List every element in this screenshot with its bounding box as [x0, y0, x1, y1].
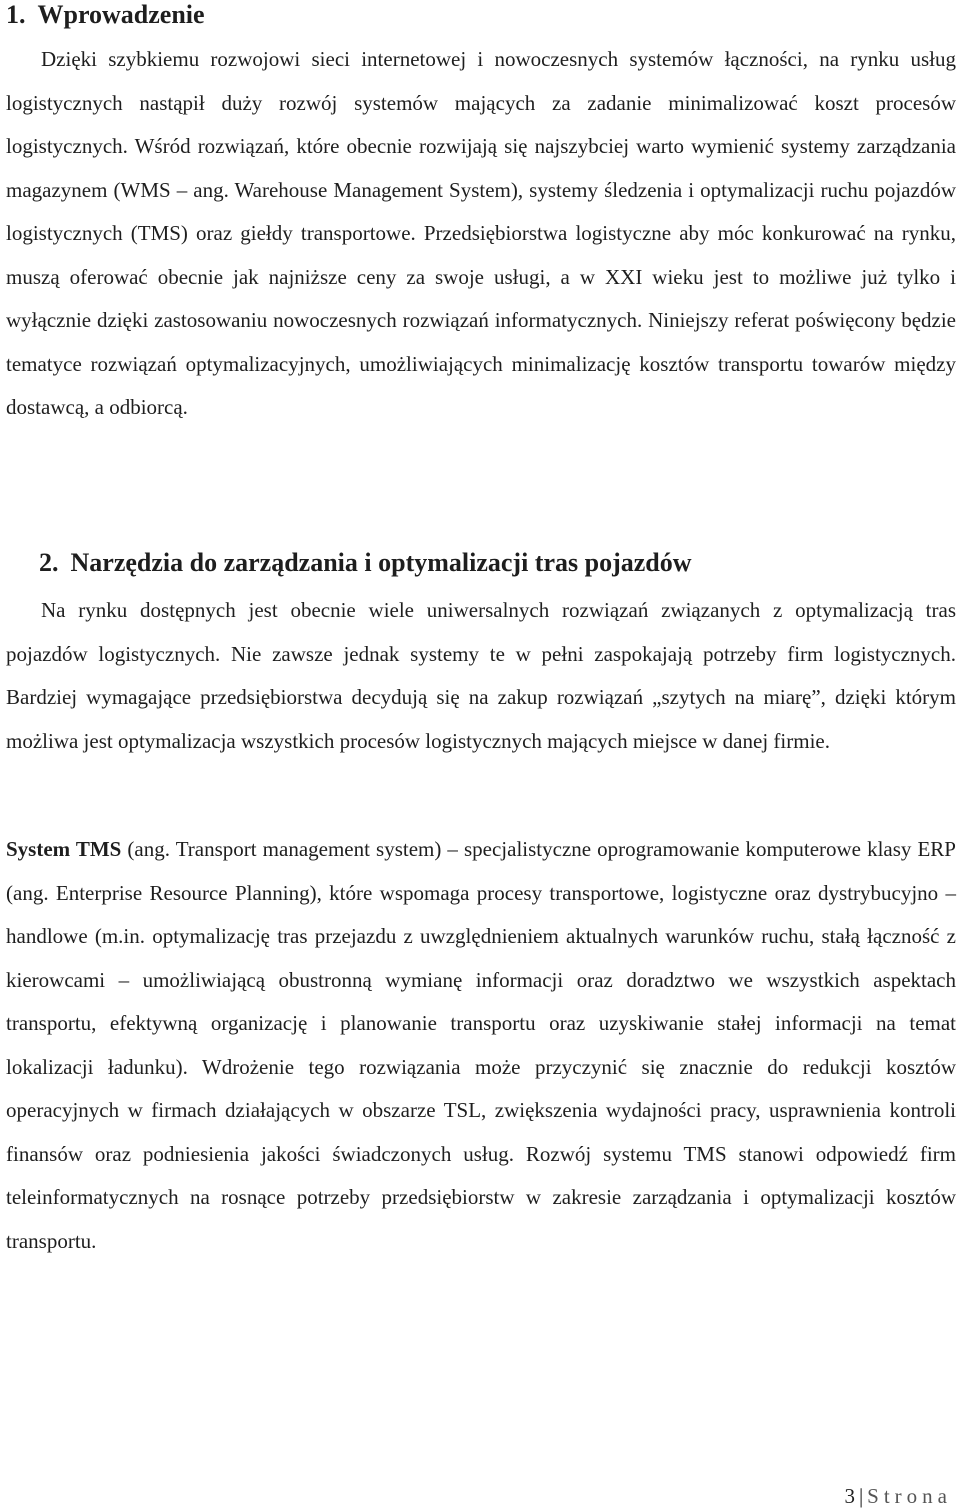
- section-1-title: Wprowadzenie: [37, 0, 205, 29]
- section-2-paragraph-2: [6, 828, 956, 1263]
- system-tms-term: System TMS: [6, 837, 122, 861]
- section-2-heading: [39, 548, 692, 578]
- section-1-paragraph: Dzięki szybkiemu rozwojowi sieci internetowej i nowoczesnych systemów łączności, na rynku usług logistycznych nastąpił duży rozwój systemów mających za zadanie minimalizować koszt procesów logistycznych. Wśród rozwiązań, które obecnie rozwijają się najszybciej warto wymienić systemy zarządzania magazynem (WMS – ang. Warehouse Management System), systemy śledzenia i optymalizacji ruchu pojazdów logistycznych (TMS) oraz giełdy transportowe. Przedsiębiorstwa logistyczne aby móc konkurować na rynku, muszą oferować obecnie jak najniższe ceny za swoje usługi, a w XXI wieku jest to możliwe już tylko i wyłącznie dzięki zastosowaniu nowoczesnych rozwiązań informatycznych. Niniejszy referat poświęcony będzie tematyce rozwiązań optymalizacyjnych, umożliwiających minimalizację kosztów transportu towarów między dostawcą, a odbiorcą.: [6, 47, 956, 419]
- section-2-number: 2.: [39, 548, 59, 577]
- section-2-paragraph-2-text: (ang. Transport management system) – specjalistyczne oprogramowanie komputerowe klasy ERP (ang. Enterprise Resource Planning), które wspomaga procesy transportowe, logistyczne oraz dystrybucyjno – handlowe (m.in. optymalizację tras przejazdu z uwzględnieniem aktualnych warunków ruchu, stałą łączność z kierowcami – umożliwiającą obustronną wymianę informacji oraz doradztwo we wszystkich aspektach transportu, efektywną organizację i planowanie transportu oraz uzyskiwanie stałej informacji na temat lokalizacji ładunku). Wdrożenie tego rozwiązania może przyczynić się znacznie do redukcji kosztów operacyjnych w firmach działających w obszarze TSL, zwiększenia wydajności pracy, usprawnienia kontroli finansów oraz podniesienia jakości świadczonych usług. Rozwój systemu TMS stanowi odpowiedź firm teleinformatycznych na rosnące potrzeby przedsiębiorstw w zakresie zarządzania i optymalizacji kosztów transportu.: [6, 837, 956, 1253]
- page-number: 3: [844, 1484, 855, 1508]
- footer-separator: |: [858, 1484, 864, 1508]
- section-2-paragraph-1: Na rynku dostępnych jest obecnie wiele uniwersalnych rozwiązań związanych z optymalizacją tras pojazdów logistycznych. Nie zawsze jednak systemy te w pełni zaspokajają potrzeby firm logistycznych. Bardziej wymagające przedsiębiorstwa decydują się na zakup rozwiązań „szytych na miarę”, dzięki którym możliwa jest optymalizacja wszystkich procesów logistycznych mających miejsce w danej firmie.: [6, 598, 956, 753]
- section-2-title: Narzędzia do zarządzania i optymalizacji tras pojazdów: [70, 548, 692, 577]
- page-label: Strona: [867, 1484, 952, 1508]
- page-footer: [844, 1485, 952, 1507]
- section-1-number: 1.: [6, 0, 26, 29]
- section-1-heading: [6, 0, 205, 30]
